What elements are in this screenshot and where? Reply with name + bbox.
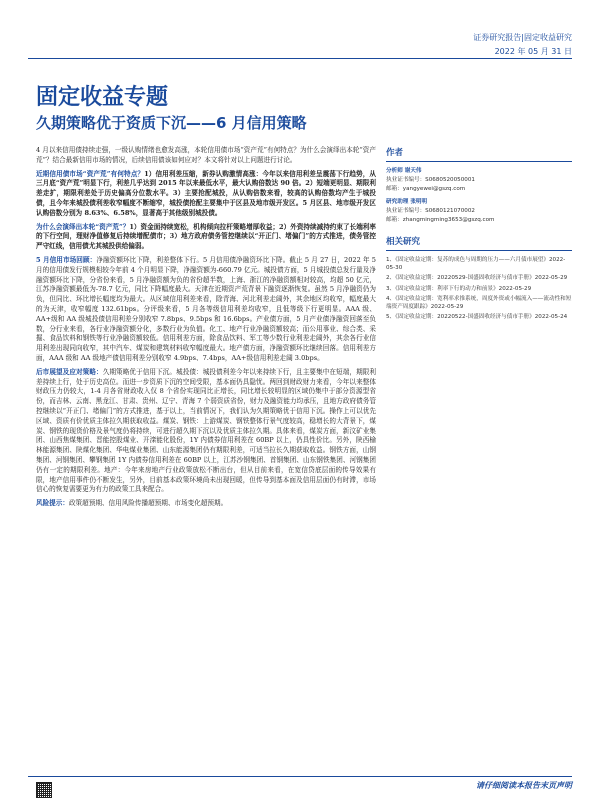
- page-title: 固定收益专题: [36, 85, 169, 110]
- author2-license: 执业证书编号：S0680121070002: [386, 208, 475, 214]
- report-date: 2022 年 05 月 31 日: [494, 47, 572, 56]
- author1-name: 分析师 谢天伟: [386, 168, 422, 174]
- reason-paragraph: [36, 223, 376, 252]
- footer-divider: [28, 776, 572, 777]
- related-item[interactable]: 3、《固定收益定期：利率下行的动力和前景》2022-05-29: [386, 285, 532, 292]
- main-body: [36, 146, 376, 513]
- related-heading: 相关研究: [386, 235, 572, 251]
- page-header: [0, 0, 600, 62]
- outlook-paragraph: [36, 368, 376, 495]
- header-divider: [28, 58, 572, 59]
- related-item[interactable]: 1、《固定收益定期：复苏的成色与周期的压力——六月债市展望》2022-05-30: [386, 257, 566, 272]
- feature-paragraph: [36, 170, 376, 219]
- outlook-lead: 后市展望及应对策略：: [36, 367, 103, 376]
- review-lead: 5 月信用市场回顾：: [36, 255, 97, 264]
- author2-email[interactable]: 邮箱：zhangmingming3653@gszq.com: [386, 217, 495, 223]
- author2-name: 研究助理 张明明: [386, 199, 428, 205]
- outlook-text: 久期策略优于信用下沉。城投债：城投债利差今年以来持续下行，且主要集中在短端，期限利差持续上行，处于历史高位。而进一步资质下沉的空间受限，基本面仍具隐忧。两回到财政财力来看，今年以来整体财政压力仍较大，1-4 月各省财政收入仅 8 个省份实现同比正增长，同比增长较明显的区域仍集中于部分资源型省份，而吉林、云南、黑龙江、甘肃、贵州、辽宁、青海 7 个弱资质省份，财力及融资能力均承压，且地方政府债务管控继续以“开正门、堵偏门”的方式推进，基于以上，当前情况下，我们认为久期策略优于信用下沉。操作上可以优先区域、资质有价优质主体拉久期获取收益。煤炭、钢铁：上游煤炭、钢铁整体行景气度较高，稳增长的大背景下，煤炭、钢铁的现货价格及景气度仍将持续，可进行超久期下沉以及优质主体拉久期。具体来看，煤炭方面，新汶矿业集团、山西焦煤集团、晋能控股煤业、开滦能化股份，1Y 内债券信用利差在 60BP 以上，仍具性价比。另外，陕西榆林能源集团、陕煤化集团、华电煤业集团、山东能源集团仍有期限利差，可适当拉长久期获取收益。钢铁方面，山钢集团、河钢集团、攀钢集团 1Y 内债券信用利差在 60BP 以上，江苏沙钢集团、首钢集团、山东钢铁集团、河钢集团仍有一定的期限利差。地产：今年来房地产行业政策放松不断出台，但从目前来看，在宽信贷底层面的传导效果有限，地产信用事件仍不断发生，另外，目前基本政策环境尚未出现回暖，但传导到基本面及信用层面仍有时滞，市场信心的恢复需要更为有力的政策工具来配合。: [36, 367, 377, 494]
- intro-paragraph: [36, 146, 376, 166]
- review-text: 净融资额环比下降，利差整体下行。5 月信用债净融资环比下降。截止 5 月 27 日，2022 年 5 月的信用债发行规模相较今年前 4 个月明显下降，净融资额为-660.79 亿元。城投债方面，5 月城投债总发行量及净融资额环比下降，分省份来看，5 月净融资额为负的省份超半数，上海、浙江的净融资额相对较高，均超 50 亿元，江苏净融资额最低为-78.7 亿元，同比下降幅度最大。天津在近期资产荒背景下融资逐渐恢复。虽然 5 月净融资仍为负，但同比、环比增长幅度均为最大。从区域信用利差来看，除青海、河北利差走阔外，其余地区均收窄，幅度最大的为天津，收窄幅度 132.61bps。分评级来看，5 月各等级信用利差均收窄，且低等级下行更明显。AAA 级、AA+级和 AA 级城投债信用利差分别收窄 7.8bps、9.5bps 和 16.6bps。产业债方面，5 月产业债净融资回落至负数，分行业来看，各行业净融资额分化，多数行业为负值。化工、地产行业净融资额较高；而公用事业、综合类、采掘、食品饮料和钢铁等行业净融资额较低。信用利差方面，除食品饮料、军工等少数行业利差走阔外，其余各行业信用利差出现同向收窄，其中汽车、煤炭和建筑材料收窄幅度最大。地产债方面，净融资额环比继续回落。信用利差方面，AAA 级和 AA 级地产债信用利差分别收窄 4.9bps、7.4bps，AA+级信用利差走阔 3.0bps。: [36, 255, 376, 362]
- feature-text: 1）信用利差压缩，新券认购激情高涨：今年以来信用利差呈震荡下行趋势，从三月底“资产荒”明显下行，利差几乎达到 2015 年以来最低水平，最大认购倍数达 90 倍。2）短端更明显、期限利差走扩，期限利差处于历史偏高分位数水平。3）主要抢配城投，从认购倍数来看，较高的认购倍数均产生于城投债，且今年来城投债利差收窄幅度不断缩窄，城投债抢配主要集中于区县及地市级开发区。5 月区县、地市级开发区认购倍数分别为 8.63%、6.58%，显著高于其他级别城投债。: [36, 169, 376, 217]
- footer-disclaimer: 请仔细阅读本报告末页声明: [476, 781, 572, 790]
- reason-text: 1）资金面持续宽松，机构倾向拉杆策略增厚收益；2）外资持续减持约束了长端利率的下行空间，理财净值修复后持续增配债市；3）地方政府债务管控继续以“开正门、堵偏门”的方式推进，债务管控严守红线，信用债尤其城投供给偏弱。: [36, 222, 376, 251]
- related-item[interactable]: 4、《固定收益定期：宽利率求推系统，周度外资或小幅流入——流动性和短端资产周度跟踪》2022-05-29: [386, 295, 572, 311]
- review-paragraph: [36, 256, 376, 364]
- risk-lead: 风险提示：: [36, 499, 69, 508]
- related-list: [386, 256, 572, 321]
- author-heading: 作者: [386, 146, 572, 162]
- page-subtitle: 久期策略优于资质下沉——6 月信用策略: [36, 114, 307, 132]
- author1-email[interactable]: 邮箱：yangyewei@gszq.com: [386, 186, 466, 192]
- reason-lead: 为什么会演绎出本轮“资产荒”？: [36, 222, 130, 231]
- risk-paragraph: [36, 499, 376, 509]
- author-block: [386, 167, 572, 225]
- feature-lead: 近期信用债市场“资产荒”有何特点？: [36, 169, 145, 178]
- related-item[interactable]: 2、《固定收益定期：20220529-国盛固收经济与债市手册》2022-05-29: [386, 275, 568, 282]
- qr-code-icon: [36, 782, 52, 798]
- report-category: 证券研究报告|固定收益研究: [473, 33, 572, 42]
- intro-text: 4 月以来信用债持续走强，一级认购情绪也愈发高涨，本轮信用债市场“资产荒”有何特点？为什么会演绎出本轮“资产荒”？结合最新信用市场的情况，后续信用债该如何应对？本文将针对以上问题进行讨论。: [36, 146, 376, 164]
- related-item[interactable]: 5、《固定收益定期：20220522-国盛固收经济与债市手册》2022-05-24: [386, 314, 568, 321]
- author1-license: 执业证书编号：S0680520050001: [386, 177, 475, 183]
- sidebar: [386, 146, 572, 323]
- risk-text: 政策超预期、信用风险传播超预期、市场变化超预期。: [68, 499, 228, 508]
